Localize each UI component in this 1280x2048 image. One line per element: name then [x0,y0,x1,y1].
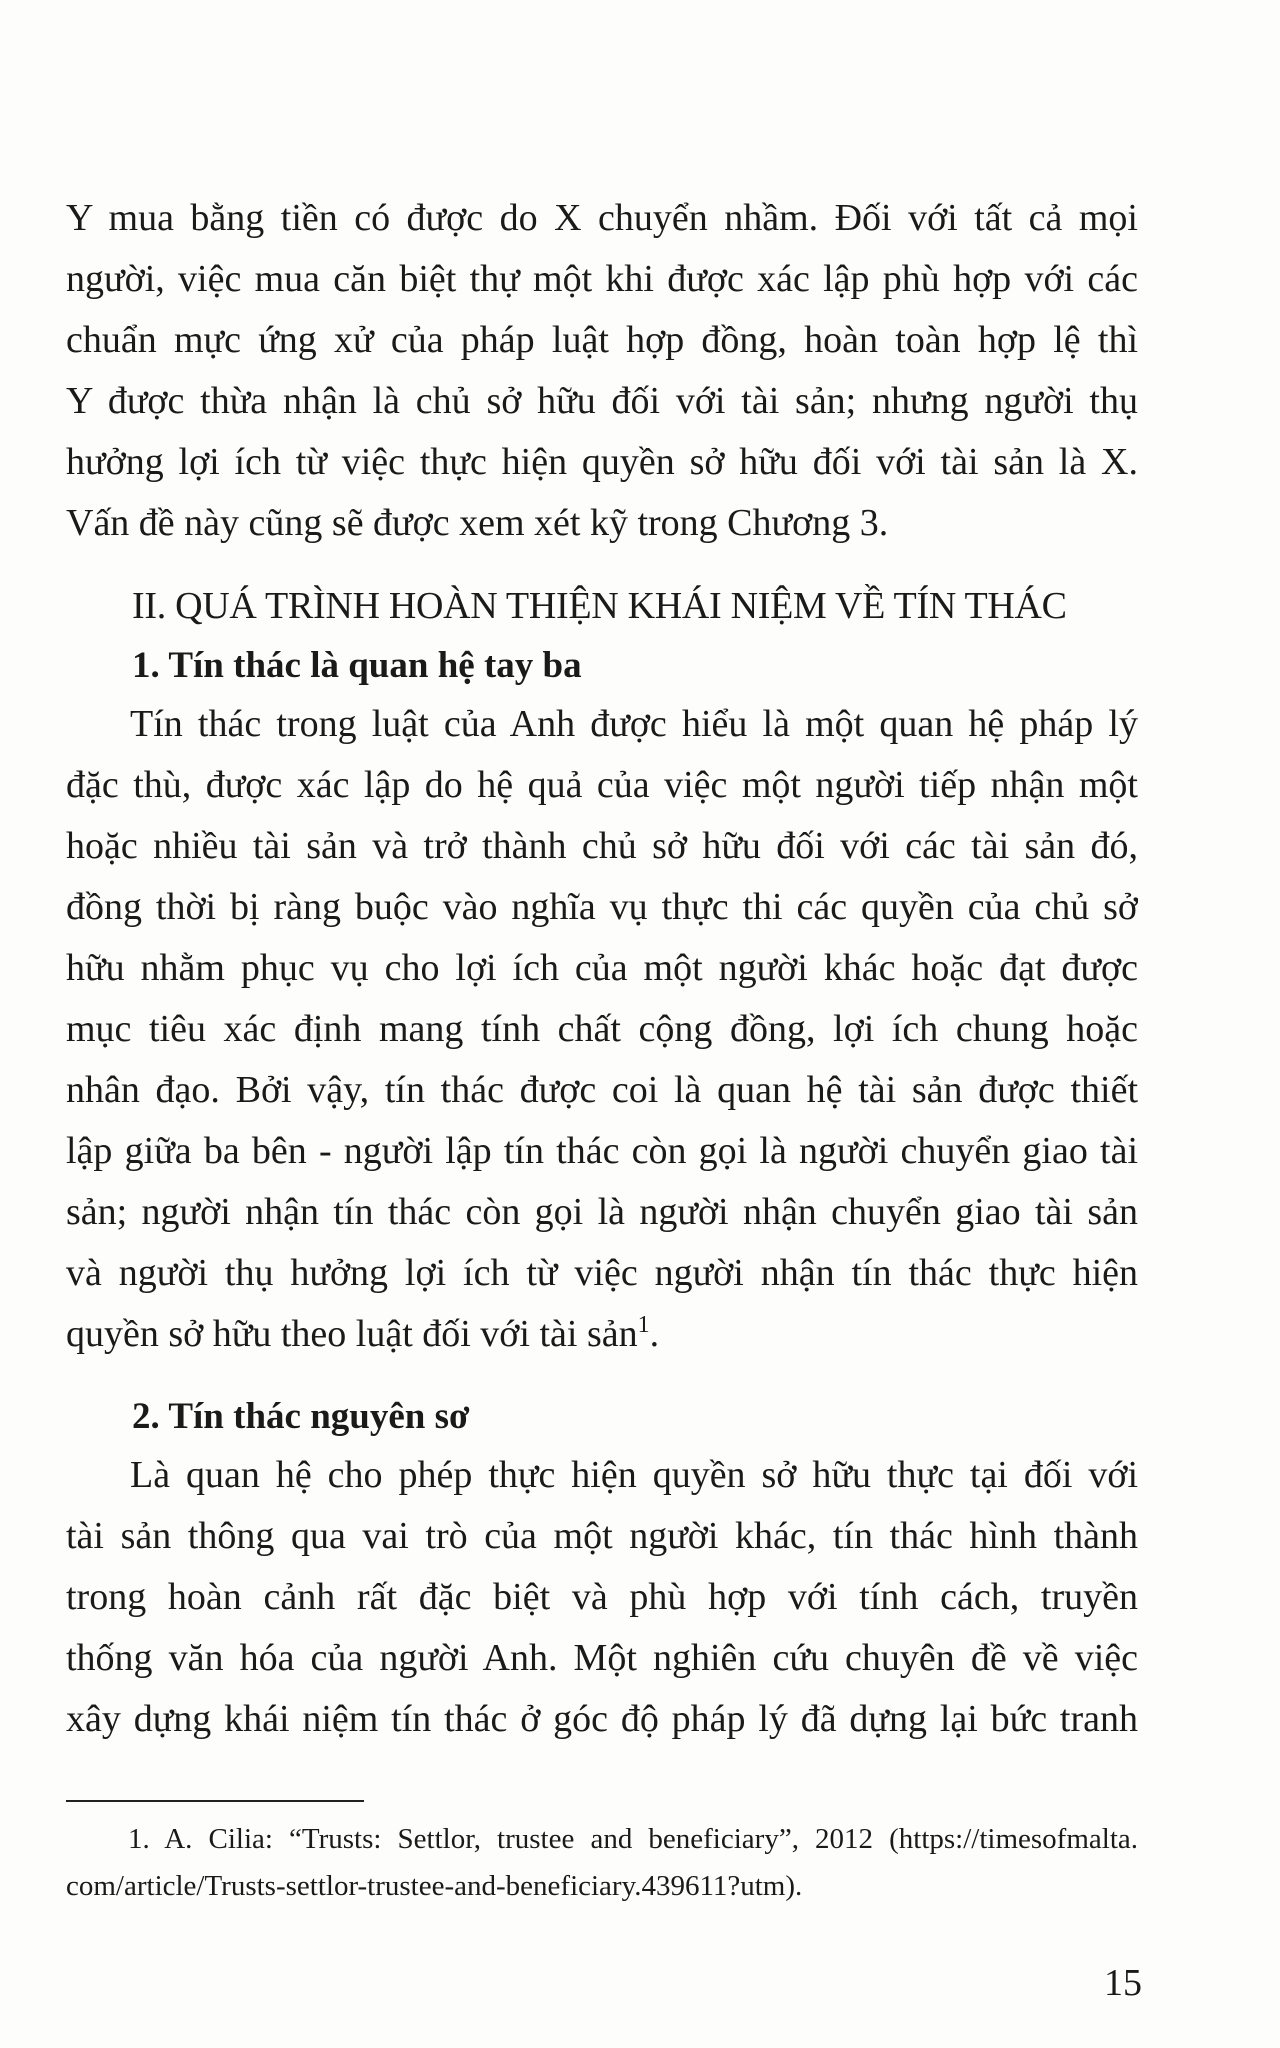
text-line: hưởng lợi ích từ việc thực hiện quyền sở hữu đối với tài sản là X. [66,441,1138,483]
text-line: sản; người nhận tín thác còn gọi là người nhận chuyển giao tài sản [66,1191,1138,1233]
paragraph-1 [66,694,1138,1365]
text-line: thống văn hóa của người Anh. Một nghiên cứu chuyên đề về việc [66,1637,1138,1679]
text-line: đồng thời bị ràng buộc vào nghĩa vụ thực thi các quyền của chủ sở [66,886,1138,928]
text-line-content: quyền sở hữu theo luật đối với tài sản [66,1313,638,1355]
text-line: trong hoàn cảnh rất đặc biệt và phù hợp với tính cách, truyền [66,1576,1138,1618]
text-line: Y mua bằng tiền có được do X chuyển nhầm. Đối với tất cả mọi [66,197,1138,239]
footnote-marker: 1 [637,1312,650,1338]
text-line: Tín thác trong luật của Anh được hiểu là một quan hệ pháp lý [130,703,1138,745]
text-line: Vấn đề này cũng sẽ được xem xét kỹ trong Chương 3. [66,502,889,544]
paragraph-top [66,188,1138,554]
subsection-heading-2: 2. Tín thác nguyên sơ [132,1396,470,1437]
text-line: hoặc nhiều tài sản và trở thành chủ sở hữu đối với các tài sản đó, [66,825,1138,867]
text-line: mục tiêu xác định mang tính chất cộng đồng, lợi ích chung hoặc [66,1008,1138,1050]
footnote-line: 1. A. Cilia: “Trusts: Settlor, trustee and beneficiary”, 2012 (https://timesofmalta. [128,1823,1138,1855]
page-number: 15 [1104,1962,1142,2004]
text-line: hữu nhằm phục vụ cho lợi ích của một người khác hoặc đạt được [66,947,1138,989]
footnote-divider [66,1800,364,1802]
text-line: và người thụ hưởng lợi ích từ việc người nhận tín thác thực hiện [66,1252,1138,1294]
text-line [66,1304,1138,1365]
text-line: đặc thù, được xác lập do hệ quả của việc một người tiếp nhận một [66,764,1138,806]
sentence-end: . [649,1313,660,1355]
section-heading: II. QUÁ TRÌNH HOÀN THIỆN KHÁI NIỆM VỀ TÍN THÁC [132,585,1067,627]
page-body [66,188,1138,1750]
text-line: chuẩn mực ứng xử của pháp luật hợp đồng, hoàn toàn hợp lệ thì [66,319,1138,361]
footnote-line: com/article/Trusts-settlor-trustee-and-beneficiary.439611?utm). [66,1870,803,1902]
text-line: Y được thừa nhận là chủ sở hữu đối với tài sản; nhưng người thụ [66,380,1138,422]
text-line: tài sản thông qua vai trò của một người khác, tín thác hình thành [66,1515,1138,1557]
text-line: người, việc mua căn biệt thự một khi được xác lập phù hợp với các [66,258,1138,300]
text-line: lập giữa ba bên - người lập tín thác còn gọi là người chuyển giao tài [66,1130,1138,1172]
subsection-heading-1: 1. Tín thác là quan hệ tay ba [132,645,582,686]
text-line: nhân đạo. Bởi vậy, tín thác được coi là quan hệ tài sản được thiết [66,1069,1138,1111]
footnote [66,1816,1138,1910]
paragraph-2 [66,1445,1138,1750]
text-line: xây dựng khái niệm tín thác ở góc độ pháp lý đã dựng lại bức tranh [66,1698,1138,1740]
text-line: Là quan hệ cho phép thực hiện quyền sở hữu thực tại đối với [130,1454,1138,1496]
